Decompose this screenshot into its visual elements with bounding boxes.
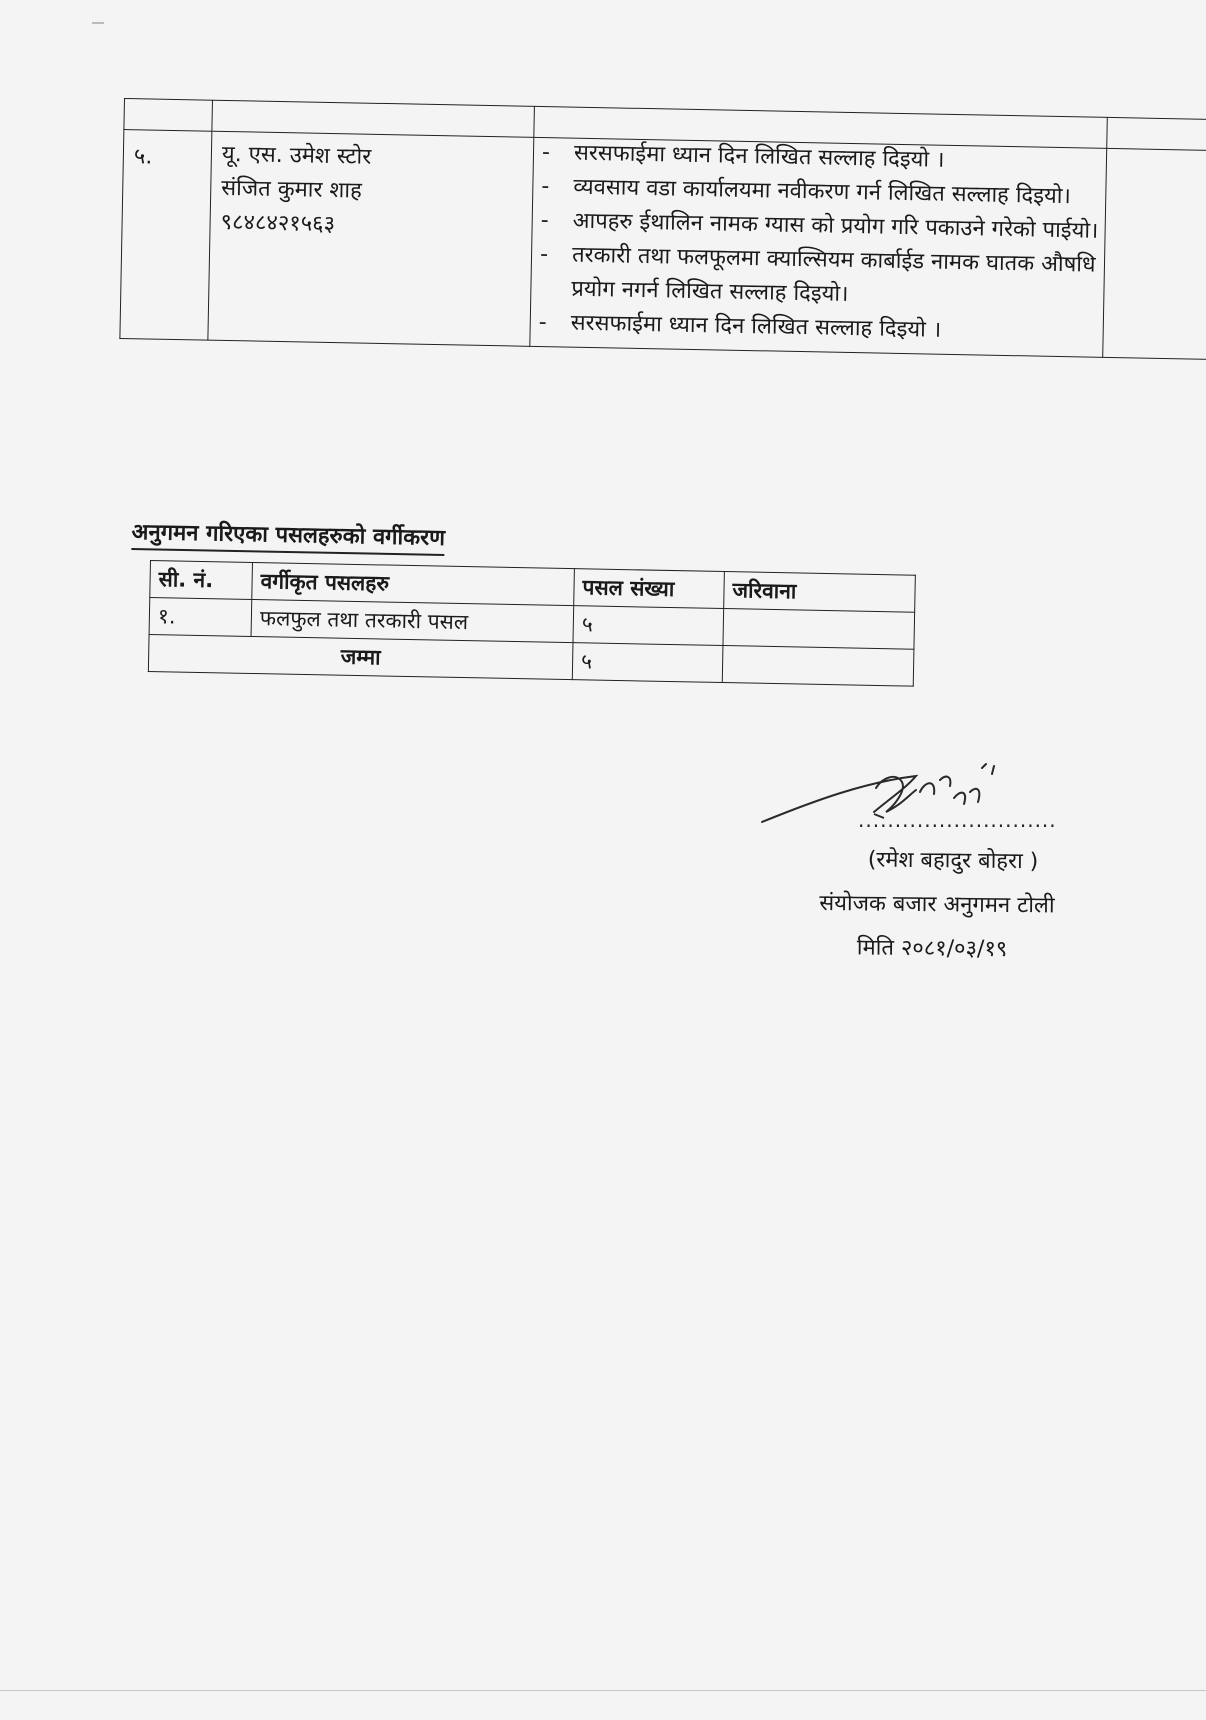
- remark-item: - सरसफाईमा ध्यान दिन लिखित सल्लाह दिइयो ।: [538, 310, 942, 343]
- header-category: वर्गीकृत पसलहरु: [252, 562, 575, 605]
- total-count: ५: [572, 643, 723, 683]
- summary-table-grid: [148, 560, 916, 687]
- shop-details: [208, 131, 534, 346]
- signatory-designation: संयोजक बजार अनुगमन टोली: [819, 890, 1055, 919]
- remark-item: - व्यवसाय वडा कार्यालयमा नवीकरण गर्न लिखित सल्लाह दिइयो।: [541, 174, 1072, 210]
- remark-item: - सरसफाईमा ध्यान दिन लिखित सल्लाह दिइयो ।: [541, 140, 945, 173]
- header-fine: जरिवाना: [724, 572, 916, 613]
- total-label: जम्मा: [148, 634, 573, 679]
- signatory-name: (रमेश बहादुर बोहरा ): [867, 847, 1039, 875]
- row-count: ५: [573, 606, 724, 646]
- signature-line: ...........................: [858, 808, 1057, 832]
- owner-name: संजित कुमार शाह: [221, 175, 363, 204]
- row-fine: [723, 609, 915, 650]
- row-category: फलफुल तथा तरकारी पसल: [251, 599, 574, 642]
- phone-number: ९८४८४२१५६३: [220, 209, 336, 238]
- scan-mark: [92, 22, 104, 24]
- header-sn: सी. नं.: [150, 561, 253, 600]
- table-row: [120, 130, 1206, 361]
- empty-cell: [1103, 148, 1206, 360]
- remark-item: - आपहरु ईथालिन नामक ग्यास को प्रयोग गरि पकाउने गरेको पाईयो।: [540, 208, 1099, 244]
- signatory-block: [819, 838, 1056, 972]
- summary-title: अनुगमन गरिएका पसलहरुको वर्गीकरण: [131, 516, 445, 556]
- monitoring-table-grid: [119, 98, 1206, 361]
- total-fine: [722, 646, 914, 687]
- summary-table: [148, 560, 916, 687]
- signature-date: मिति २०८१/०३/१९: [856, 935, 1008, 962]
- serial-number: ५.: [120, 130, 212, 341]
- remark-item: - तरकारी तथा फलफूलमा क्याल्सियम कार्बाईड नामक घातक औषधि प्रयोग नगर्न लिखित सल्लाह दिइयो।: [539, 242, 1096, 307]
- row-sn: १.: [149, 598, 252, 637]
- shop-name: यू. एस. उमेश स्टोर: [221, 141, 372, 170]
- scan-edge: [0, 1690, 1206, 1691]
- remarks: [530, 137, 1107, 357]
- header-count: पसल संख्या: [574, 569, 725, 609]
- monitoring-table: [118, 98, 1206, 449]
